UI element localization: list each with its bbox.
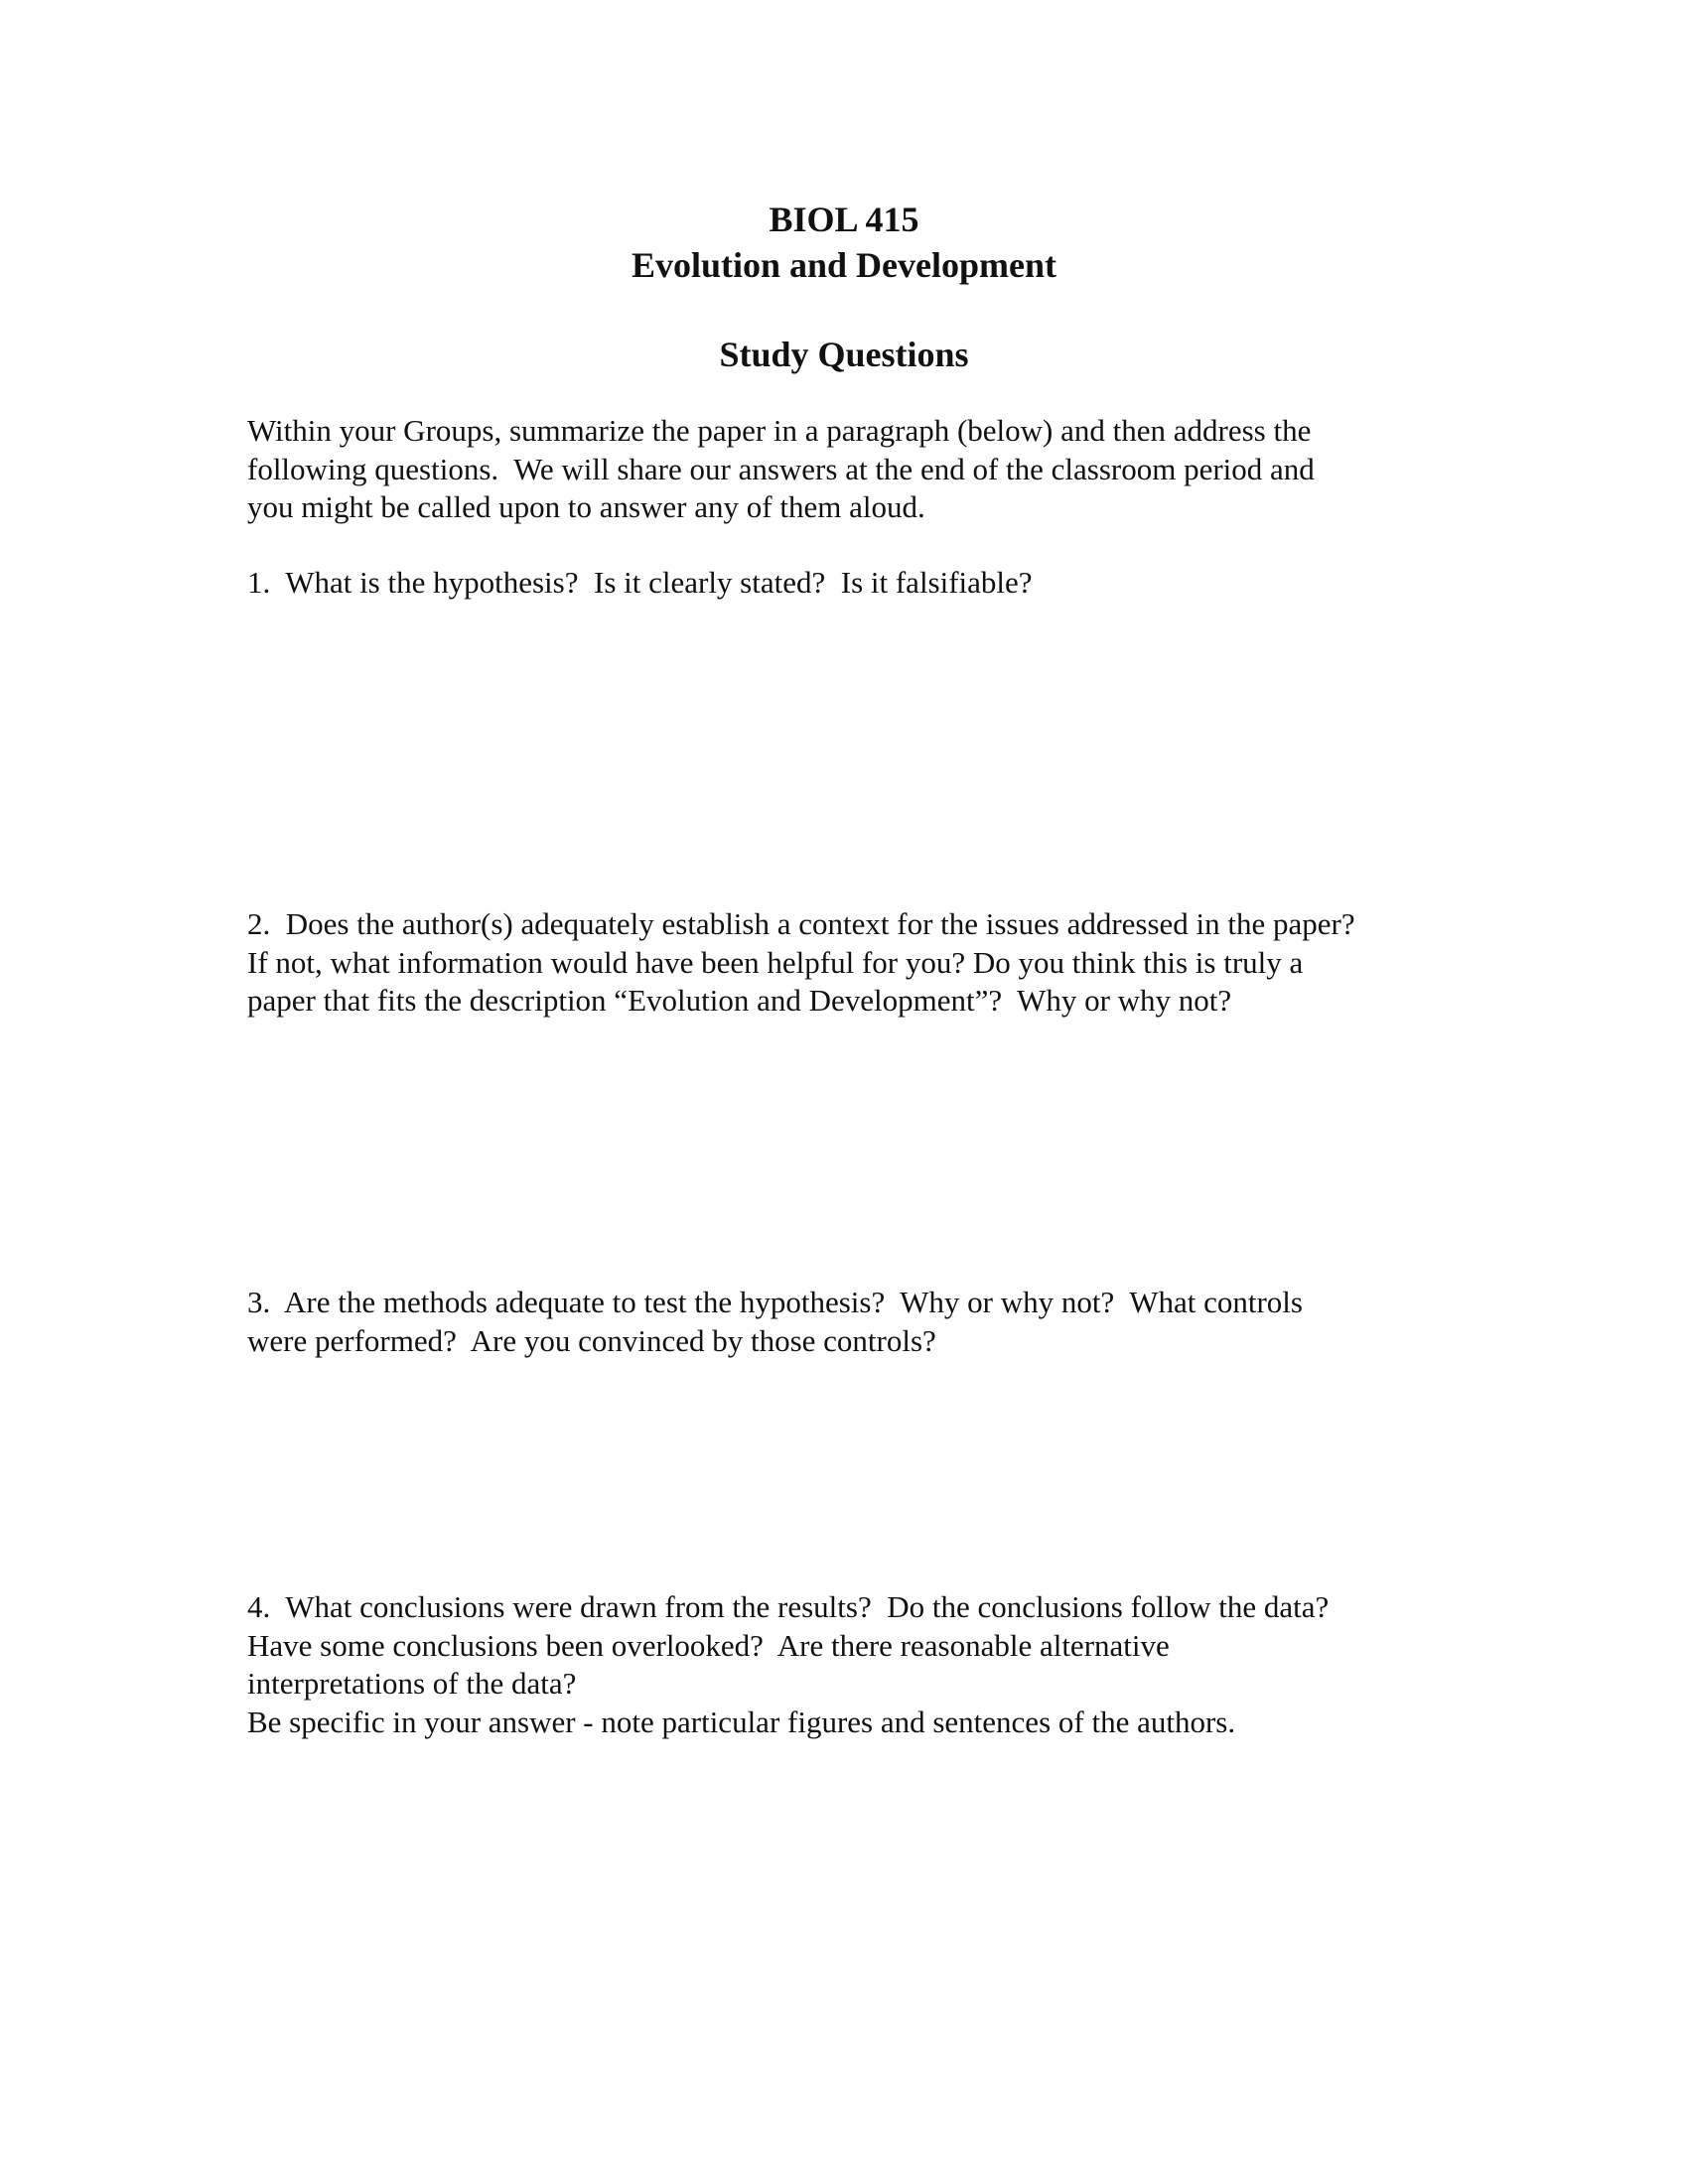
question-4-line: interpretations of the data? [247, 1666, 577, 1701]
course-title: Evolution and Development [631, 245, 1057, 285]
question-2-line: 2. Does the author(s) adequately establish a context for the issues addressed in the paper? [247, 906, 1355, 941]
intro-line: following questions. We will share our answers at the end of the classroom period and [247, 451, 1315, 486]
question-3-line: 3. Are the methods adequate to test the hypothesis? Why or why not? What controls [247, 1285, 1303, 1319]
question-3-line: were performed? Are you convinced by those controls? [247, 1322, 936, 1358]
section-title: Study Questions [719, 335, 969, 374]
question-2-line: If not, what information would have been helpful for you? Do you think this is truly a [247, 944, 1304, 980]
question-2 [247, 905, 1488, 1021]
question-4-line: 4. What conclusions were drawn from the results? Do the conclusions follow the data? [247, 1589, 1330, 1624]
course-code: BIOL 415 [769, 200, 919, 239]
question-1 [247, 564, 1488, 603]
question-4 [247, 1588, 1488, 1741]
intro-line: Within your Groups, summarize the paper in a paragraph (below) and then address the [247, 413, 1312, 448]
question-3 [247, 1284, 1488, 1360]
question-4-line: Be specific in your answer - note particular figures and sentences of the authors. [247, 1704, 1236, 1739]
question-1-line: 1. What is the hypothesis? Is it clearly stated? Is it falsifiable? [247, 565, 1033, 600]
intro-paragraph [247, 412, 1488, 527]
intro-line: you might be called upon to answer any of them aloud. [247, 489, 925, 524]
question-2-line: paper that fits the description “Evolution and Development”? Why or why not? [247, 983, 1232, 1018]
question-4-line: Have some conclusions been overlooked? Are there reasonable alternative [247, 1627, 1170, 1663]
